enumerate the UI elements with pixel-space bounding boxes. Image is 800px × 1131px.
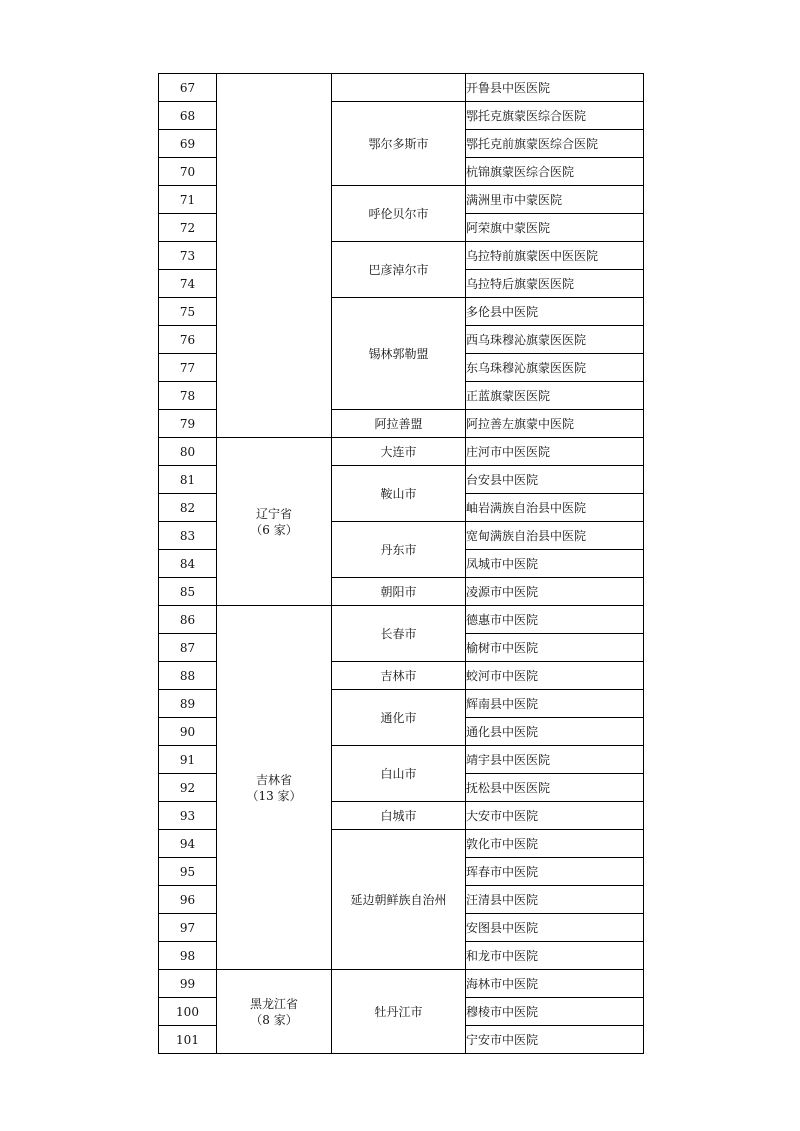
row-number: 76 bbox=[159, 326, 217, 354]
hospital-name: 宽甸满族自治县中医院 bbox=[466, 522, 644, 550]
hospital-name: 东乌珠穆沁旗蒙医医院 bbox=[466, 354, 644, 382]
hospital-name: 正蓝旗蒙医医院 bbox=[466, 382, 644, 410]
province-name: 辽宁省 bbox=[255, 506, 292, 521]
row-number: 88 bbox=[159, 662, 217, 690]
row-number: 68 bbox=[159, 102, 217, 130]
city-cell: 白山市 bbox=[332, 746, 466, 802]
hospital-name: 蛟河市中医院 bbox=[466, 662, 644, 690]
row-number: 95 bbox=[159, 858, 217, 886]
city-cell: 阿拉善盟 bbox=[332, 410, 466, 438]
province-cell bbox=[217, 74, 332, 438]
city-cell: 吉林市 bbox=[332, 662, 466, 690]
hospital-name: 德惠市中医院 bbox=[466, 606, 644, 634]
row-number: 100 bbox=[159, 998, 217, 1026]
hospital-name: 抚松县中医医院 bbox=[466, 774, 644, 802]
hospital-name: 庄河市中医医院 bbox=[466, 438, 644, 466]
hospital-name: 鄂托克前旗蒙医综合医院 bbox=[466, 130, 644, 158]
hospital-name: 和龙市中医院 bbox=[466, 942, 644, 970]
city-cell: 丹东市 bbox=[332, 522, 466, 578]
province-cell bbox=[217, 438, 332, 606]
row-number: 75 bbox=[159, 298, 217, 326]
hospital-name: 凌源市中医院 bbox=[466, 578, 644, 606]
city-cell: 朝阳市 bbox=[332, 578, 466, 606]
hospital-name: 乌拉特后旗蒙医医院 bbox=[466, 270, 644, 298]
row-number: 73 bbox=[159, 242, 217, 270]
city-cell: 牡丹江市 bbox=[332, 970, 466, 1054]
hospital-name: 大安市中医院 bbox=[466, 802, 644, 830]
hospital-name: 靖宇县中医医院 bbox=[466, 746, 644, 774]
row-number: 93 bbox=[159, 802, 217, 830]
hospital-table bbox=[158, 73, 644, 1054]
city-cell: 延边朝鲜族自治州 bbox=[332, 830, 466, 970]
row-number: 89 bbox=[159, 690, 217, 718]
row-number: 67 bbox=[159, 74, 217, 102]
city-cell: 鄂尔多斯市 bbox=[332, 102, 466, 186]
row-number: 101 bbox=[159, 1026, 217, 1054]
row-number: 81 bbox=[159, 466, 217, 494]
row-number: 82 bbox=[159, 494, 217, 522]
province-name: 吉林省 bbox=[255, 772, 292, 787]
row-number: 87 bbox=[159, 634, 217, 662]
city-cell: 锡林郭勒盟 bbox=[332, 298, 466, 410]
hospital-name: 鄂托克旗蒙医综合医院 bbox=[466, 102, 644, 130]
row-number: 86 bbox=[159, 606, 217, 634]
province-count: （13 家） bbox=[246, 788, 302, 803]
hospital-name: 阿荣旗中蒙医院 bbox=[466, 214, 644, 242]
row-number: 91 bbox=[159, 746, 217, 774]
city-cell: 呼伦贝尔市 bbox=[332, 186, 466, 242]
hospital-name: 宁安市中医院 bbox=[466, 1026, 644, 1054]
row-number: 80 bbox=[159, 438, 217, 466]
row-number: 85 bbox=[159, 578, 217, 606]
hospital-name: 安图县中医院 bbox=[466, 914, 644, 942]
row-number: 72 bbox=[159, 214, 217, 242]
province-cell bbox=[217, 606, 332, 970]
row-number: 78 bbox=[159, 382, 217, 410]
province-count: （8 家） bbox=[250, 1012, 298, 1027]
hospital-name: 多伦县中医院 bbox=[466, 298, 644, 326]
hospital-name: 岫岩满族自治县中医院 bbox=[466, 494, 644, 522]
hospital-name: 开鲁县中医医院 bbox=[466, 74, 644, 102]
table-row bbox=[159, 606, 644, 634]
province-count: （6 家） bbox=[250, 522, 298, 537]
row-number: 69 bbox=[159, 130, 217, 158]
hospital-name: 珲春市中医院 bbox=[466, 858, 644, 886]
hospital-name: 辉南县中医院 bbox=[466, 690, 644, 718]
row-number: 74 bbox=[159, 270, 217, 298]
row-number: 97 bbox=[159, 914, 217, 942]
hospital-name: 海林市中医院 bbox=[466, 970, 644, 998]
hospital-name: 汪清县中医院 bbox=[466, 886, 644, 914]
hospital-name: 凤城市中医院 bbox=[466, 550, 644, 578]
row-number: 92 bbox=[159, 774, 217, 802]
city-cell: 通化市 bbox=[332, 690, 466, 746]
city-cell: 白城市 bbox=[332, 802, 466, 830]
row-number: 98 bbox=[159, 942, 217, 970]
row-number: 70 bbox=[159, 158, 217, 186]
province-cell bbox=[217, 970, 332, 1054]
province-name: 黑龙江省 bbox=[249, 996, 298, 1011]
hospital-name: 通化县中医院 bbox=[466, 718, 644, 746]
hospital-name: 敦化市中医院 bbox=[466, 830, 644, 858]
hospital-name: 榆树市中医院 bbox=[466, 634, 644, 662]
row-number: 96 bbox=[159, 886, 217, 914]
row-number: 79 bbox=[159, 410, 217, 438]
hospital-name: 满洲里市中蒙医院 bbox=[466, 186, 644, 214]
city-cell: 鞍山市 bbox=[332, 466, 466, 522]
table-row bbox=[159, 74, 644, 102]
row-number: 90 bbox=[159, 718, 217, 746]
row-number: 94 bbox=[159, 830, 217, 858]
hospital-name: 杭锦旗蒙医综合医院 bbox=[466, 158, 644, 186]
row-number: 84 bbox=[159, 550, 217, 578]
table-row bbox=[159, 970, 644, 998]
hospital-name: 台安县中医院 bbox=[466, 466, 644, 494]
table-row bbox=[159, 438, 644, 466]
hospital-name: 穆棱市中医院 bbox=[466, 998, 644, 1026]
city-cell bbox=[332, 74, 466, 102]
row-number: 71 bbox=[159, 186, 217, 214]
hospital-name: 西乌珠穆沁旗蒙医医院 bbox=[466, 326, 644, 354]
row-number: 83 bbox=[159, 522, 217, 550]
hospital-name: 阿拉善左旗蒙中医院 bbox=[466, 410, 644, 438]
city-cell: 大连市 bbox=[332, 438, 466, 466]
hospital-name: 乌拉特前旗蒙医中医医院 bbox=[466, 242, 644, 270]
row-number: 99 bbox=[159, 970, 217, 998]
city-cell: 长春市 bbox=[332, 606, 466, 662]
city-cell: 巴彦淖尔市 bbox=[332, 242, 466, 298]
row-number: 77 bbox=[159, 354, 217, 382]
